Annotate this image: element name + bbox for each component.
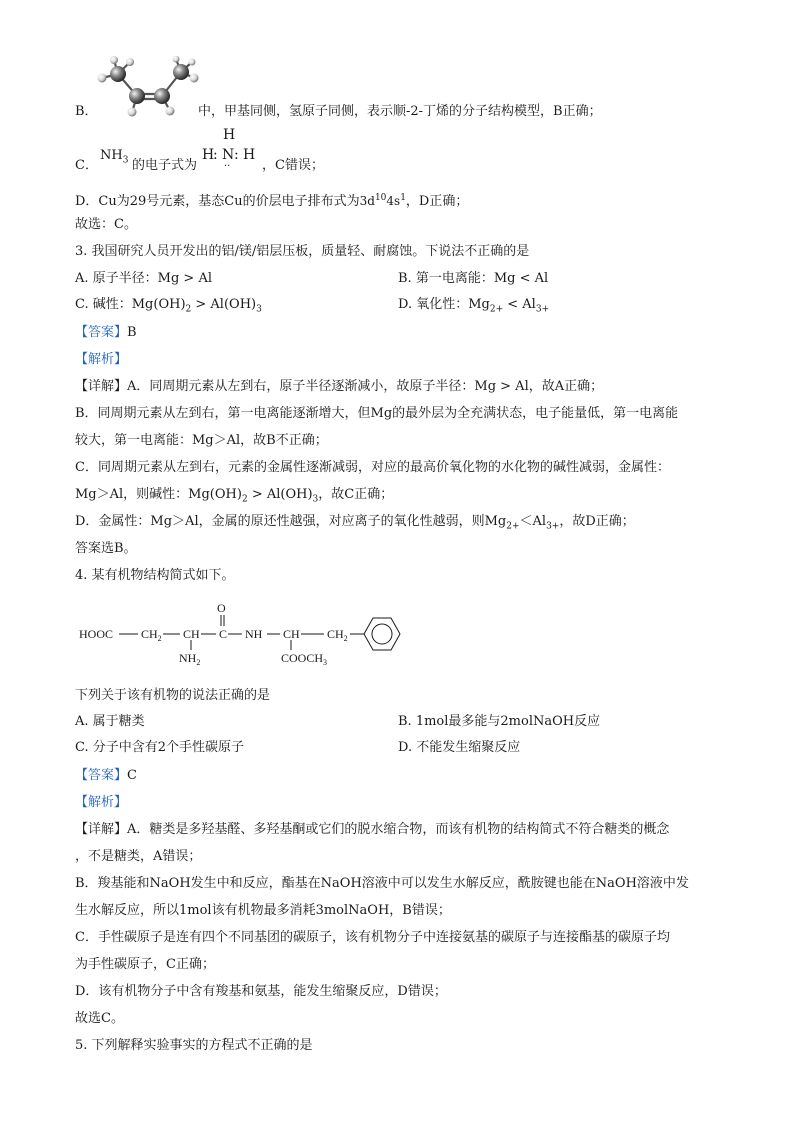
q3-option-c: C. 碱性：$Mg(OH)_2 > Al(OH)_3$	[75, 297, 262, 315]
q4-detail-4: 生水解反应，所以1mol该有机物最多消耗3molNaOH，B错误；	[75, 903, 451, 918]
q4-option-a: A. 属于糖类	[75, 714, 145, 729]
q4-detail-2: ，不是糖类，A错误；	[75, 849, 202, 864]
q4-detail-7: D．该有机物分子中含有羧基和氨基，能发生缩聚反应，D错误；	[75, 984, 447, 999]
prev-conclusion: 故选：C。	[75, 217, 137, 232]
q3-option-a: A. 原子半径：Mg > Al	[75, 271, 212, 286]
nh3-formula: $NH_3$	[100, 148, 129, 166]
option-b-text: 中，甲基同侧，氢原子同侧，表示顺-2-丁烯的分子结构模型，B正确；	[198, 104, 602, 119]
q3-detail-1: 【详解】A．同周期元素从左到右，原子半径逐渐减小，故原子半径：Mg > Al，故A正确；	[75, 379, 604, 394]
q3-option-b: B. 第一电离能：Mg < Al	[398, 271, 549, 286]
q3-option-d: D. 氧化性：$Mg_{2+} < Al_{3+}$	[398, 297, 550, 315]
q4-analysis-tag: 【解析】	[75, 795, 128, 810]
option-c-label: C．	[75, 158, 98, 173]
q4-detail-3: B．羧基能和NaOH发生中和反应，酯基在NaOH溶液中可以发生水解反应，酰胺键也能在NaOH溶液中发	[75, 876, 689, 891]
q4-stem: 4. 某有机物结构简式如下。	[75, 568, 235, 583]
q4-option-c: C. 分子中含有2个手性碳原子	[75, 740, 245, 755]
q4-structural-formula	[75, 598, 415, 670]
struct-ch-b: CH	[283, 627, 300, 641]
option-c-tail: ，C错误；	[262, 158, 324, 173]
struct-cooch3: $COOCH_3$	[281, 651, 328, 667]
struct-nh: NH	[245, 627, 263, 641]
struct-ch2-b: $CH_2$	[327, 627, 348, 643]
benzene-ring	[364, 618, 400, 650]
electron-n: N	[222, 147, 235, 163]
q4-question: 下列关于该有机物的说法正确的是	[75, 688, 271, 703]
struct-hooc: HOOC	[79, 627, 114, 641]
q4-option-b: B. 1mol最多能与2molNaOH反应	[398, 714, 601, 729]
q5-stem: 5. 下列解释实验事实的方程式不正确的是	[75, 1038, 313, 1053]
q3-detail-5: Mg＞Al，则碱性：$Mg(OH)_2 > Al(OH)_3$，故C正确；	[75, 487, 394, 505]
q4-option-d: D. 不能发生缩聚反应	[398, 740, 521, 755]
electron-h-top: H	[223, 127, 236, 143]
q4-detail-1: 【详解】A．糖类是多羟基醛、多羟基酮或它们的脱水缩合物，而该有机物的结构简式不符合糖类的概念	[75, 822, 670, 837]
option-b-line	[75, 102, 98, 122]
electron-h-right: H	[243, 147, 256, 163]
q4-answer: 【答案】C	[75, 768, 137, 783]
struct-c: C	[219, 627, 228, 641]
option-d-line: D．Cu为29号元素，基态Cu的价层电子排布式为$3d^{10}4s^1$，D正确；	[75, 193, 469, 209]
electron-dots-bottom: ··	[224, 161, 231, 172]
q4-detail-6: 为手性碳原子，C正确；	[75, 957, 215, 972]
q3-answer: 【答案】B	[75, 325, 137, 340]
option-b-label: B．	[75, 104, 98, 119]
q4-detail-5: C．手性碳原子是连有四个不同基团的碳原子，该有机物分子中连接氨基的碳原子与连接酯基的碳原子均	[75, 930, 670, 945]
benzene-inner-circle	[372, 624, 392, 644]
struct-nh2: $NH_2$	[179, 651, 201, 667]
q3-stem: 3. 我国研究人员开发出的铝/镁/铝层压板，质量轻、耐腐蚀。下说法不正确的是	[75, 244, 530, 259]
q3-detail-4: C．同周期元素从左到右，元素的金属性逐渐减弱，对应的最高价氧化物的水化物的碱性减弱，金属性：	[75, 460, 670, 475]
q3-detail-3: 较大，第一电离能：Mg＞Al，故B不正确；	[75, 433, 328, 448]
option-c-mid: 的电子式为	[132, 158, 198, 173]
struct-ch2-a: $CH_2$	[141, 627, 162, 643]
electron-h-left: H	[202, 147, 215, 163]
electron-colon-1: :	[213, 147, 218, 163]
struct-ch-a: CH	[183, 627, 200, 641]
nh3-electron-formula	[200, 128, 264, 178]
q3-detail-2: B．同周期元素从左到右，第一电离能逐渐增大，但Mg的最外层为全充满状态，电子能量低，第一电离能	[75, 406, 679, 421]
q3-analysis-tag: 【解析】	[75, 352, 128, 367]
struct-o: O	[217, 601, 226, 615]
q3-detail-6: D．金属性：Mg＞Al，金属的原还性越强，对应离子的氧化性越弱，则$Mg_{2+}<Al_{3+}$，故D正确；	[75, 514, 635, 532]
q3-detail-7: 答案选B。	[75, 541, 137, 556]
electron-colon-2: :	[234, 147, 239, 163]
cis-2-butene-model-image	[92, 56, 202, 118]
q4-detail-8: 故选C。	[75, 1011, 124, 1026]
